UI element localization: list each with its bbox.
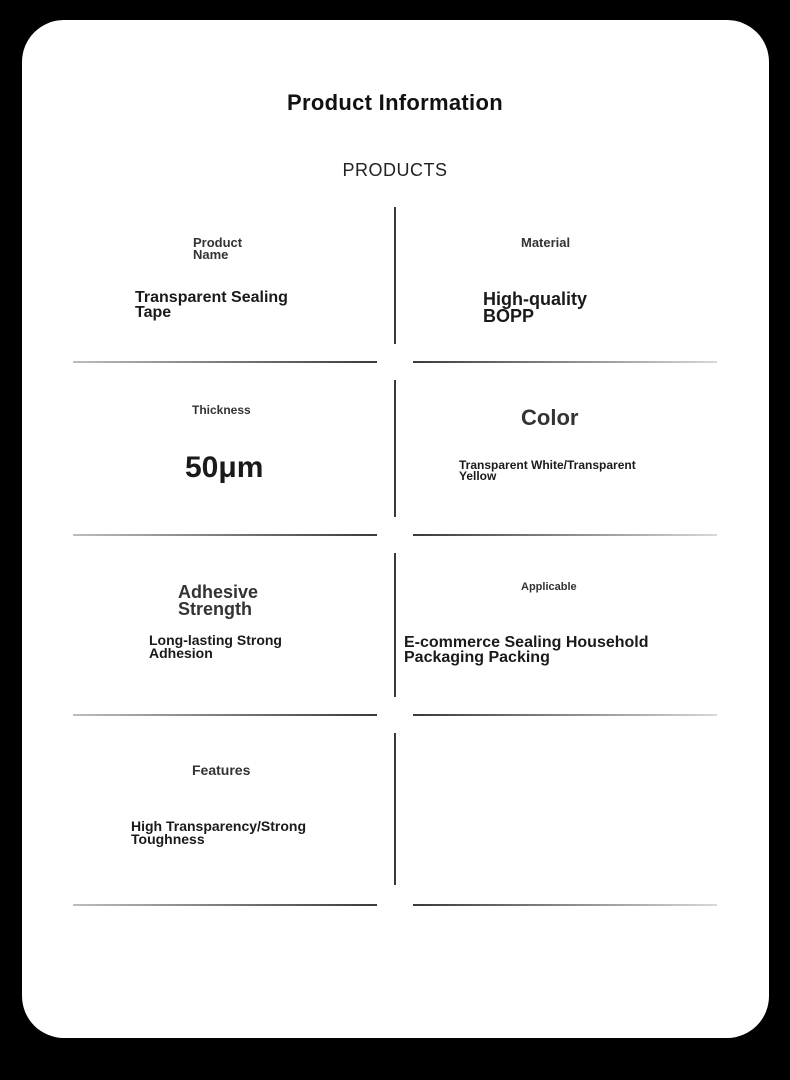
spec-label-thickness: Thickness — [192, 403, 251, 417]
row-divider — [73, 714, 377, 716]
spec-value-product-name: Transparent Sealing Tape — [135, 289, 288, 321]
spec-value-color: Transparent White/Transparent Yellow — [459, 458, 636, 484]
spec-label-color: Color — [521, 405, 579, 430]
column-divider — [394, 380, 396, 517]
column-divider — [394, 553, 396, 697]
section-subtitle: PRODUCTS — [342, 160, 448, 180]
row-divider — [73, 534, 377, 536]
spec-label-features: Features — [192, 762, 251, 778]
spec-label-material: Material — [521, 235, 571, 250]
spec-label-adhesive-strength: Adhesive Strength — [178, 582, 259, 619]
row-divider — [413, 534, 717, 536]
page-title: Product Information — [287, 90, 503, 115]
spec-value-material: High-quality BOPP — [483, 289, 587, 326]
column-divider — [394, 207, 396, 344]
spec-value-thickness: 50μm — [185, 451, 264, 484]
spec-value-adhesive-strength: Long-lasting Strong Adhesion — [149, 632, 282, 661]
spec-label-applicable: Applicable — [521, 581, 577, 593]
spec-value-applicable: E-commerce Sealing Household Packaging Packing — [404, 634, 649, 666]
spec-value-features: High Transparency/Strong Toughness — [131, 818, 307, 847]
row-divider — [73, 361, 377, 363]
row-divider — [413, 361, 717, 363]
row-divider — [413, 714, 717, 716]
spec-label-product-name: Product Name — [193, 235, 243, 262]
row-divider — [413, 904, 717, 906]
column-divider — [394, 733, 396, 885]
row-divider — [73, 904, 377, 906]
